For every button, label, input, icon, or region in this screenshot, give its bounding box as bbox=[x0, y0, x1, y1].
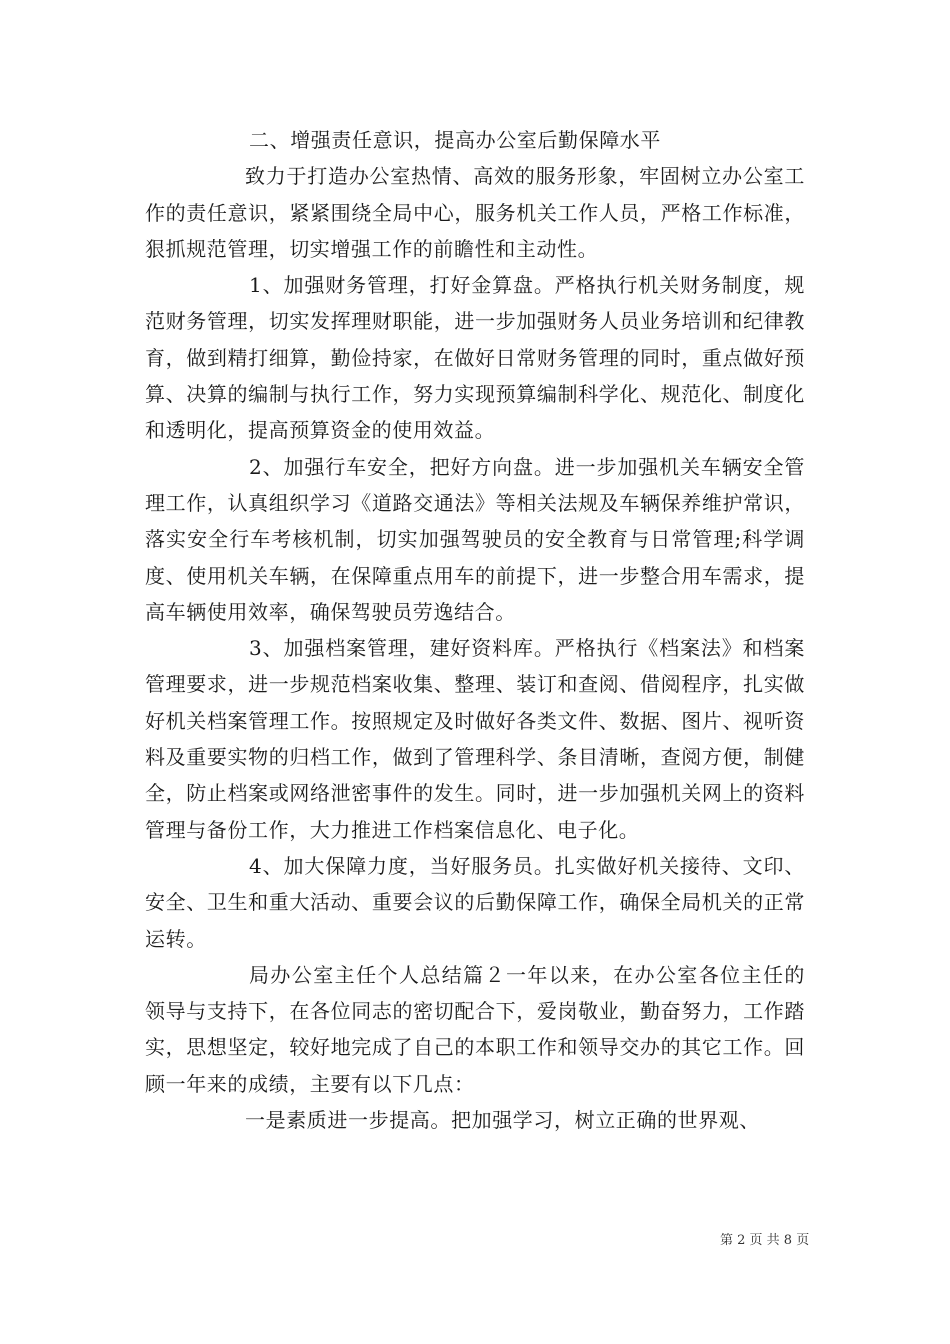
paragraph-item-1: 1、加强财务管理，打好金算盘。严格执行机关财务制度，规范财务管理，切实发挥理财职能，进一步加强财务人员业务培训和纪律教育，做到精打细算，勤俭持家，在做好日常财务管理的同时，重点做好预算、决算的编制与执行工作，努力实现预算编制科学化、规范化、制度化和透明化，提高预算资金的使用效益。 bbox=[145, 273, 805, 443]
paragraph-summary-2: 局办公室主任个人总结篇２一年以来，在办公室各位主任的领导与支持下，在各位同志的密切配合下，爱岗敬业，勤奋努力，工作踏实，思想坚定，较好地完成了自己的本职工作和领导交办的其它工作。回顾一年来的成绩，主要有以下几点： bbox=[145, 962, 805, 1096]
paragraph-intro: 致力于打造办公室热情、高效的服务形象，牢固树立办公室工作的责任意识，紧紧围绕全局中心，服务机关工作人员，严格工作标准，狠抓规范管理，切实增强工作的前瞻性和主动性。 bbox=[145, 164, 805, 261]
paragraph-item-2: 2、加强行车安全，把好方向盘。进一步加强机关车辆安全管理工作，认真组织学习《道路交通法》等相关法规及车辆保养维护常识，落实安全行车考核机制，切实加强驾驶员的安全教育与日常管理;科学调度、使用机关车辆，在保障重点用车的前提下，进一步整合用车需求，提高车辆使用效率，确保驾驶员劳逸结合。 bbox=[145, 454, 805, 624]
paragraph-point-1: 一是素质进一步提高。把加强学习，树立正确的世界观、 bbox=[245, 1108, 760, 1133]
paragraph-item-3: 3、加强档案管理，建好资料库。严格执行《档案法》和档案管理要求，进一步规范档案收集、整理、装订和查阅、借阅程序，扎实做好机关档案管理工作。按照规定及时做好各类文件、数据、图片、视听资料及重要实物的归档工作，做到了管理科学、条目清晰，查阅方便，制健全，防止档案或网络泄密事件的发生。同时，进一步加强机关网上的资料管理与备份工作，大力推进工作档案信息化、电子化。 bbox=[145, 636, 805, 842]
document-body bbox=[145, 122, 805, 1138]
paragraph-item-4: 4、加大保障力度，当好服务员。扎实做好机关接待、文印、安全、卫生和重大活动、重要会议的后勤保障工作，确保全局机关的正常运转。 bbox=[145, 853, 805, 951]
section-heading: 二、增强责任意识，提高办公室后勤保障水平 bbox=[249, 128, 661, 152]
page-number: 第 2 页 共 8 页 bbox=[720, 1233, 810, 1248]
